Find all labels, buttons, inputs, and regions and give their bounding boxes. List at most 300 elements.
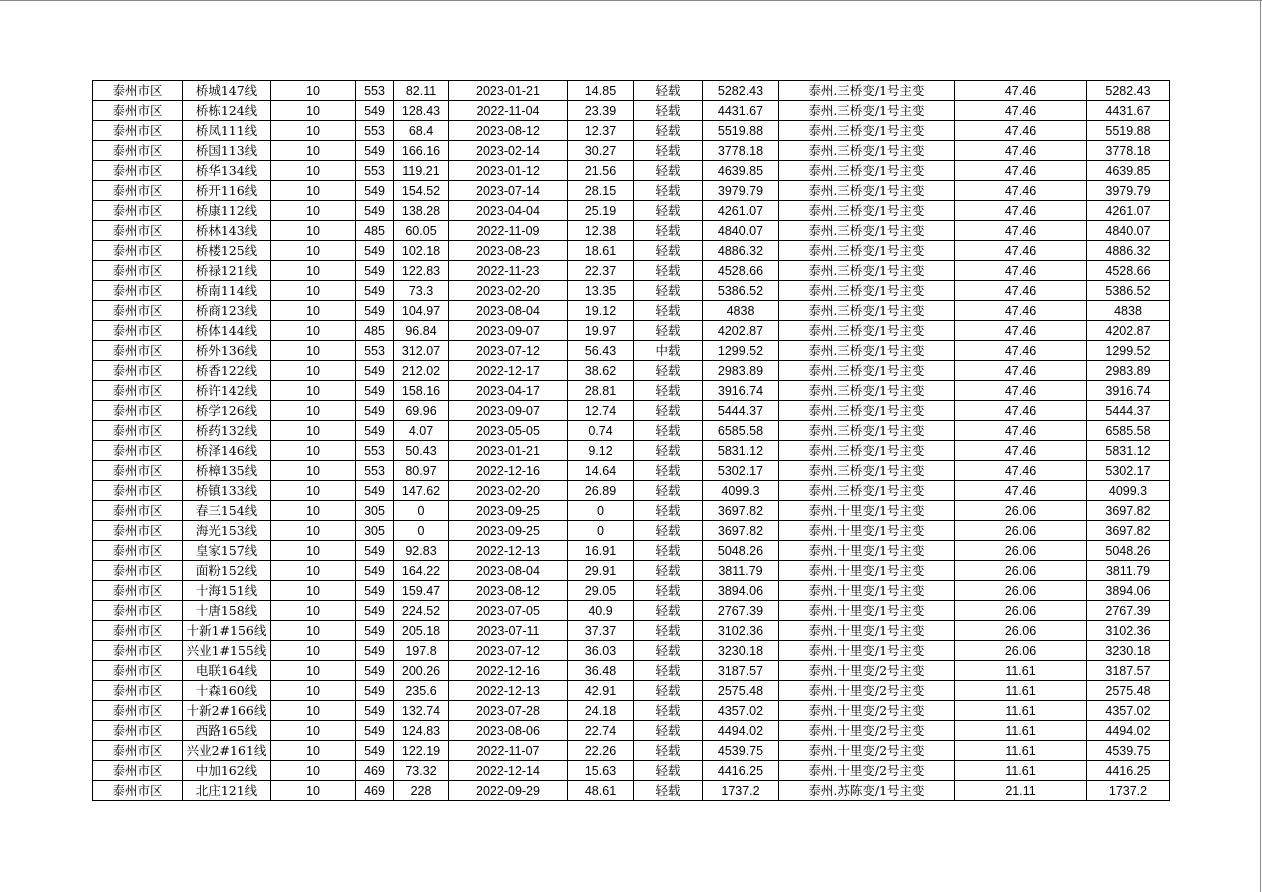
transformer-cell: 泰州.三桥变/1号主变 [779,221,955,241]
transformer-rate-cell: 26.06 [955,501,1087,521]
load-status-cell: 轻载 [634,481,703,501]
available-capacity-cell: 4261.07 [703,201,779,221]
load-status-cell: 轻载 [634,561,703,581]
table-row [93,201,1170,221]
load-rate-cell: 18.61 [568,241,634,261]
table-row [93,261,1170,281]
date-cell: 2023-01-12 [449,161,568,181]
load-rate-cell: 15.63 [568,761,634,781]
transformer-cell: 泰州.十里变/1号主变 [779,541,955,561]
capacity-cell: 549 [356,141,394,161]
transformer-rate-cell: 26.06 [955,561,1087,581]
available-capacity-cell: 3778.18 [703,141,779,161]
available-capacity-cell: 4416.25 [703,761,779,781]
max-load-cell: 128.43 [394,101,449,121]
voltage-cell: 10 [271,421,356,441]
capacity-cell: 549 [356,661,394,681]
capacity-cell: 553 [356,121,394,141]
date-cell: 2023-02-14 [449,141,568,161]
load-status-cell: 中载 [634,341,703,361]
load-status-cell: 轻载 [634,101,703,121]
feeder-line-cell: 中加162线 [183,761,271,781]
max-load-cell: 68.4 [394,121,449,141]
transformer-rate-cell: 26.06 [955,641,1087,661]
voltage-cell: 10 [271,681,356,701]
load-rate-cell: 28.15 [568,181,634,201]
district-cell: 泰州市区 [93,661,183,681]
feeder-line-cell: 桥许142线 [183,381,271,401]
load-rate-cell: 19.12 [568,301,634,321]
district-cell: 泰州市区 [93,701,183,721]
table-row [93,741,1170,761]
capacity-cell: 549 [356,481,394,501]
feeder-line-cell: 桥泽146线 [183,441,271,461]
available-capacity-cell: 3916.74 [703,381,779,401]
load-status-cell: 轻载 [634,301,703,321]
load-status-cell: 轻载 [634,81,703,101]
voltage-cell: 10 [271,261,356,281]
max-load-cell: 138.28 [394,201,449,221]
max-load-cell: 224.52 [394,601,449,621]
load-rate-cell: 22.26 [568,741,634,761]
load-status-cell: 轻载 [634,381,703,401]
transformer-rate-cell: 11.61 [955,761,1087,781]
load-rate-cell: 40.9 [568,601,634,621]
load-status-cell: 轻载 [634,521,703,541]
load-rate-cell: 24.18 [568,701,634,721]
transformer-available-cell: 1737.2 [1087,781,1170,801]
capacity-cell: 469 [356,761,394,781]
max-load-cell: 104.97 [394,301,449,321]
transformer-cell: 泰州.三桥变/1号主变 [779,301,955,321]
feeder-line-cell: 十海151线 [183,581,271,601]
transformer-available-cell: 3916.74 [1087,381,1170,401]
transformer-cell: 泰州.十里变/2号主变 [779,741,955,761]
capacity-cell: 553 [356,81,394,101]
transformer-rate-cell: 47.46 [955,201,1087,221]
date-cell: 2022-12-17 [449,361,568,381]
available-capacity-cell: 4528.66 [703,261,779,281]
transformer-cell: 泰州.十里变/1号主变 [779,561,955,581]
transformer-cell: 泰州.三桥变/1号主变 [779,421,955,441]
capacity-cell: 485 [356,321,394,341]
date-cell: 2023-08-12 [449,581,568,601]
transformer-rate-cell: 47.46 [955,281,1087,301]
max-load-cell: 205.18 [394,621,449,641]
district-cell: 泰州市区 [93,501,183,521]
voltage-cell: 10 [271,241,356,261]
max-load-cell: 124.83 [394,721,449,741]
transformer-cell: 泰州.三桥变/1号主变 [779,321,955,341]
capacity-cell: 305 [356,521,394,541]
max-load-cell: 166.16 [394,141,449,161]
table-row [93,441,1170,461]
available-capacity-cell: 5831.12 [703,441,779,461]
transformer-rate-cell: 26.06 [955,541,1087,561]
district-cell: 泰州市区 [93,581,183,601]
capacity-cell: 549 [356,301,394,321]
available-capacity-cell: 2983.89 [703,361,779,381]
feeder-line-cell: 桥楼125线 [183,241,271,261]
date-cell: 2022-11-04 [449,101,568,121]
load-rate-cell: 36.03 [568,641,634,661]
load-status-cell: 轻载 [634,621,703,641]
date-cell: 2023-01-21 [449,81,568,101]
transformer-cell: 泰州.三桥变/1号主变 [779,121,955,141]
district-cell: 泰州市区 [93,381,183,401]
table-row [93,661,1170,681]
feeder-line-cell: 西路165线 [183,721,271,741]
load-status-cell: 轻载 [634,441,703,461]
feeder-line-cell: 十唐158线 [183,601,271,621]
transformer-rate-cell: 11.61 [955,681,1087,701]
voltage-cell: 10 [271,441,356,461]
district-cell: 泰州市区 [93,341,183,361]
feeder-line-cell: 桥凤111线 [183,121,271,141]
transformer-cell: 泰州.三桥变/1号主变 [779,281,955,301]
district-cell: 泰州市区 [93,681,183,701]
load-rate-cell: 36.48 [568,661,634,681]
available-capacity-cell: 5386.52 [703,281,779,301]
transformer-available-cell: 1299.52 [1087,341,1170,361]
available-capacity-cell: 3697.82 [703,521,779,541]
date-cell: 2023-05-05 [449,421,568,441]
date-cell: 2023-02-20 [449,281,568,301]
load-rate-cell: 0 [568,501,634,521]
capacity-cell: 549 [356,241,394,261]
table-row [93,561,1170,581]
max-load-cell: 50.43 [394,441,449,461]
voltage-cell: 10 [271,381,356,401]
date-cell: 2022-12-13 [449,541,568,561]
load-status-cell: 轻载 [634,661,703,681]
max-load-cell: 200.26 [394,661,449,681]
capacity-cell: 549 [356,581,394,601]
capacity-cell: 549 [356,381,394,401]
table-row [93,781,1170,801]
load-status-cell: 轻载 [634,201,703,221]
transformer-available-cell: 5831.12 [1087,441,1170,461]
load-status-cell: 轻载 [634,361,703,381]
load-status-cell: 轻载 [634,741,703,761]
transformer-rate-cell: 47.46 [955,421,1087,441]
max-load-cell: 235.6 [394,681,449,701]
feeder-line-cell: 皇家157线 [183,541,271,561]
voltage-cell: 10 [271,781,356,801]
date-cell: 2023-02-20 [449,481,568,501]
voltage-cell: 10 [271,141,356,161]
table-row [93,641,1170,661]
voltage-cell: 10 [271,461,356,481]
district-cell: 泰州市区 [93,161,183,181]
district-cell: 泰州市区 [93,561,183,581]
transformer-available-cell: 5282.43 [1087,81,1170,101]
transformer-rate-cell: 47.46 [955,461,1087,481]
transformer-rate-cell: 11.61 [955,721,1087,741]
district-cell: 泰州市区 [93,401,183,421]
load-rate-cell: 28.81 [568,381,634,401]
load-status-cell: 轻载 [634,161,703,181]
voltage-cell: 10 [271,561,356,581]
available-capacity-cell: 3697.82 [703,501,779,521]
district-cell: 泰州市区 [93,781,183,801]
feeder-line-cell: 北庄121线 [183,781,271,801]
table-row [93,81,1170,101]
voltage-cell: 10 [271,281,356,301]
transformer-cell: 泰州.十里变/1号主变 [779,501,955,521]
transformer-rate-cell: 47.46 [955,361,1087,381]
transformer-cell: 泰州.十里变/1号主变 [779,581,955,601]
load-rate-cell: 0 [568,521,634,541]
transformer-available-cell: 3811.79 [1087,561,1170,581]
date-cell: 2022-12-16 [449,661,568,681]
transformer-cell: 泰州.三桥变/1号主变 [779,381,955,401]
table-row [93,461,1170,481]
table-row [93,281,1170,301]
table-row [93,761,1170,781]
capacity-cell: 549 [356,361,394,381]
transformer-available-cell: 4886.32 [1087,241,1170,261]
date-cell: 2023-08-04 [449,301,568,321]
date-cell: 2023-07-05 [449,601,568,621]
load-rate-cell: 14.85 [568,81,634,101]
table-row [93,241,1170,261]
transformer-rate-cell: 47.46 [955,301,1087,321]
load-rate-cell: 0.74 [568,421,634,441]
max-load-cell: 69.96 [394,401,449,421]
capacity-cell: 469 [356,781,394,801]
transformer-cell: 泰州.十里变/2号主变 [779,721,955,741]
transformer-cell: 泰州.三桥变/1号主变 [779,261,955,281]
available-capacity-cell: 3230.18 [703,641,779,661]
feeder-line-cell: 桥樟135线 [183,461,271,481]
voltage-cell: 10 [271,541,356,561]
date-cell: 2022-09-29 [449,781,568,801]
district-cell: 泰州市区 [93,741,183,761]
transformer-cell: 泰州.三桥变/1号主变 [779,361,955,381]
transformer-available-cell: 3894.06 [1087,581,1170,601]
transformer-available-cell: 5444.37 [1087,401,1170,421]
transformer-available-cell: 5302.17 [1087,461,1170,481]
date-cell: 2023-08-06 [449,721,568,741]
date-cell: 2023-09-25 [449,501,568,521]
max-load-cell: 60.05 [394,221,449,241]
max-load-cell: 73.32 [394,761,449,781]
available-capacity-cell: 5302.17 [703,461,779,481]
date-cell: 2023-09-07 [449,321,568,341]
table-body [93,81,1170,801]
district-cell: 泰州市区 [93,621,183,641]
transformer-cell: 泰州.三桥变/1号主变 [779,81,955,101]
transformer-rate-cell: 26.06 [955,521,1087,541]
transformer-rate-cell: 47.46 [955,341,1087,361]
available-capacity-cell: 4639.85 [703,161,779,181]
load-status-cell: 轻载 [634,221,703,241]
table-row [93,401,1170,421]
transformer-rate-cell: 47.46 [955,221,1087,241]
district-cell: 泰州市区 [93,481,183,501]
feeder-line-cell: 十新1#156线 [183,621,271,641]
district-cell: 泰州市区 [93,761,183,781]
district-cell: 泰州市区 [93,261,183,281]
table-row [93,581,1170,601]
transformer-cell: 泰州.三桥变/1号主变 [779,141,955,161]
date-cell: 2022-12-16 [449,461,568,481]
feeder-line-cell: 桥栋124线 [183,101,271,121]
available-capacity-cell: 5282.43 [703,81,779,101]
available-capacity-cell: 4886.32 [703,241,779,261]
date-cell: 2023-07-11 [449,621,568,641]
table-row [93,421,1170,441]
date-cell: 2023-04-17 [449,381,568,401]
load-rate-cell: 13.35 [568,281,634,301]
transformer-rate-cell: 26.06 [955,601,1087,621]
voltage-cell: 10 [271,161,356,181]
feeder-line-cell: 桥国113线 [183,141,271,161]
available-capacity-cell: 5444.37 [703,401,779,421]
table-row [93,501,1170,521]
transformer-available-cell: 4840.07 [1087,221,1170,241]
load-status-cell: 轻载 [634,721,703,741]
transformer-cell: 泰州.三桥变/1号主变 [779,201,955,221]
transformer-available-cell: 2575.48 [1087,681,1170,701]
transformer-available-cell: 5519.88 [1087,121,1170,141]
load-rate-cell: 12.38 [568,221,634,241]
date-cell: 2023-08-04 [449,561,568,581]
date-cell: 2023-04-04 [449,201,568,221]
transformer-cell: 泰州.苏陈变/1号主变 [779,781,955,801]
max-load-cell: 159.47 [394,581,449,601]
transformer-rate-cell: 11.61 [955,741,1087,761]
capacity-cell: 549 [356,701,394,721]
load-rate-cell: 21.56 [568,161,634,181]
feeder-line-cell: 桥药132线 [183,421,271,441]
transformer-cell: 泰州.十里变/1号主变 [779,601,955,621]
table-row [93,481,1170,501]
district-cell: 泰州市区 [93,541,183,561]
max-load-cell: 312.07 [394,341,449,361]
transformer-cell: 泰州.三桥变/1号主变 [779,401,955,421]
transformer-cell: 泰州.三桥变/1号主变 [779,441,955,461]
feeder-line-cell: 桥城147线 [183,81,271,101]
available-capacity-cell: 4202.87 [703,321,779,341]
capacity-cell: 553 [356,441,394,461]
district-cell: 泰州市区 [93,361,183,381]
transformer-available-cell: 4539.75 [1087,741,1170,761]
transformer-rate-cell: 47.46 [955,381,1087,401]
capacity-cell: 553 [356,461,394,481]
table-row [93,721,1170,741]
feeder-line-cell: 十新2#166线 [183,701,271,721]
load-rate-cell: 42.91 [568,681,634,701]
voltage-cell: 10 [271,761,356,781]
max-load-cell: 80.97 [394,461,449,481]
transformer-available-cell: 4838 [1087,301,1170,321]
load-status-cell: 轻载 [634,541,703,561]
load-rate-cell: 26.89 [568,481,634,501]
max-load-cell: 147.62 [394,481,449,501]
voltage-cell: 10 [271,501,356,521]
date-cell: 2023-07-12 [449,341,568,361]
load-status-cell: 轻载 [634,181,703,201]
transformer-rate-cell: 47.46 [955,241,1087,261]
district-cell: 泰州市区 [93,241,183,261]
date-cell: 2022-11-09 [449,221,568,241]
load-rate-cell: 23.39 [568,101,634,121]
capacity-cell: 549 [356,401,394,421]
table-row [93,381,1170,401]
available-capacity-cell: 2575.48 [703,681,779,701]
feeder-line-cell: 桥禄121线 [183,261,271,281]
transformer-rate-cell: 47.46 [955,141,1087,161]
table-row [93,161,1170,181]
max-load-cell: 4.07 [394,421,449,441]
transformer-rate-cell: 47.46 [955,101,1087,121]
transformer-cell: 泰州.十里变/2号主变 [779,681,955,701]
available-capacity-cell: 5048.26 [703,541,779,561]
load-status-cell: 轻载 [634,261,703,281]
transformer-rate-cell: 47.46 [955,441,1087,461]
capacity-cell: 549 [356,101,394,121]
capacity-cell: 549 [356,261,394,281]
transformer-rate-cell: 47.46 [955,161,1087,181]
max-load-cell: 96.84 [394,321,449,341]
load-rate-cell: 12.74 [568,401,634,421]
voltage-cell: 10 [271,81,356,101]
district-cell: 泰州市区 [93,441,183,461]
capacity-cell: 549 [356,681,394,701]
feeder-line-cell: 兴业2#161线 [183,741,271,761]
load-status-cell: 轻载 [634,781,703,801]
capacity-cell: 549 [356,741,394,761]
transformer-available-cell: 3697.82 [1087,521,1170,541]
available-capacity-cell: 4431.67 [703,101,779,121]
transformer-rate-cell: 47.46 [955,401,1087,421]
date-cell: 2023-07-14 [449,181,568,201]
load-status-cell: 轻载 [634,141,703,161]
capacity-cell: 549 [356,541,394,561]
load-rate-cell: 19.97 [568,321,634,341]
voltage-cell: 10 [271,641,356,661]
transformer-rate-cell: 11.61 [955,661,1087,681]
date-cell: 2022-11-23 [449,261,568,281]
voltage-cell: 10 [271,301,356,321]
capacity-cell: 549 [356,201,394,221]
table-row [93,681,1170,701]
load-rate-cell: 29.05 [568,581,634,601]
capacity-cell: 549 [356,561,394,581]
transformer-available-cell: 4494.02 [1087,721,1170,741]
transformer-rate-cell: 47.46 [955,181,1087,201]
load-status-cell: 轻载 [634,281,703,301]
district-cell: 泰州市区 [93,141,183,161]
load-rate-cell: 37.37 [568,621,634,641]
available-capacity-cell: 3187.57 [703,661,779,681]
available-capacity-cell: 1737.2 [703,781,779,801]
max-load-cell: 197.8 [394,641,449,661]
feeder-line-cell: 桥林143线 [183,221,271,241]
table-row [93,361,1170,381]
capacity-cell: 549 [356,601,394,621]
max-load-cell: 82.11 [394,81,449,101]
table-row [93,541,1170,561]
load-rate-cell: 56.43 [568,341,634,361]
district-cell: 泰州市区 [93,81,183,101]
voltage-cell: 10 [271,661,356,681]
transformer-available-cell: 4639.85 [1087,161,1170,181]
load-status-cell: 轻载 [634,321,703,341]
district-cell: 泰州市区 [93,281,183,301]
